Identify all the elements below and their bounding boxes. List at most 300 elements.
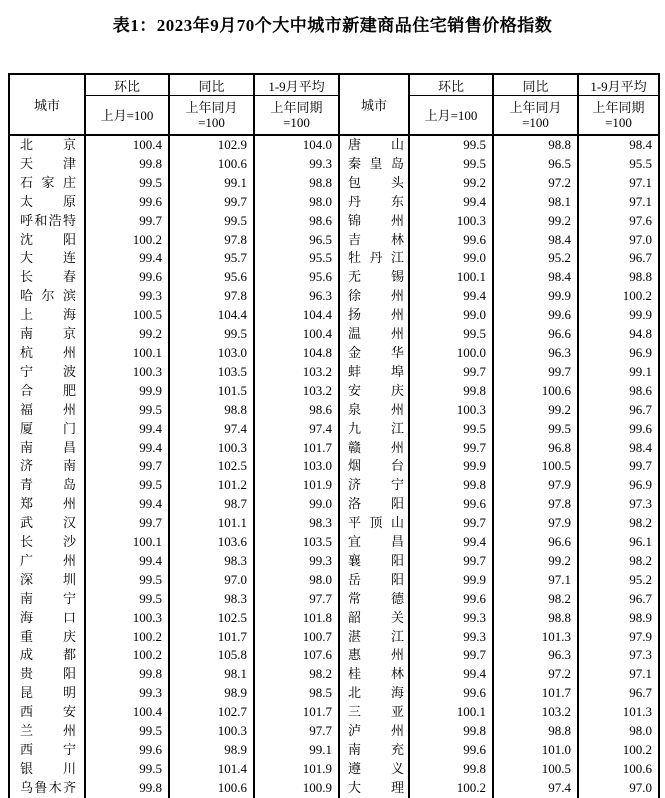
city-name-cell xyxy=(339,382,409,401)
index-value-cell: 104.0 xyxy=(254,135,339,155)
index-value-cell: 104.4 xyxy=(254,306,339,325)
city-name-cell xyxy=(339,135,409,155)
table-row xyxy=(9,665,659,684)
city-name-cell xyxy=(9,382,85,401)
index-value-cell: 99.9 xyxy=(409,571,493,590)
index-value-cell: 102.5 xyxy=(169,609,254,628)
city-name-cell xyxy=(9,174,85,193)
city-name-cell xyxy=(9,457,85,476)
index-value-cell: 101.8 xyxy=(254,609,339,628)
index-value-cell: 99.0 xyxy=(409,249,493,268)
index-value-cell: 96.8 xyxy=(493,439,578,458)
city-name-cell xyxy=(339,401,409,420)
price-index-table xyxy=(8,73,660,798)
index-value-cell: 97.1 xyxy=(578,193,659,212)
index-value-cell: 99.5 xyxy=(85,590,169,609)
index-value-cell: 95.2 xyxy=(493,249,578,268)
table-row xyxy=(9,231,659,250)
index-value-cell: 99.9 xyxy=(409,457,493,476)
city-name: 厦门 xyxy=(20,420,76,436)
index-value-cell: 99.4 xyxy=(85,249,169,268)
index-value-cell: 103.2 xyxy=(254,382,339,401)
index-value-cell: 97.9 xyxy=(493,514,578,533)
city-name: 遵义 xyxy=(348,760,404,776)
city-name-cell xyxy=(9,628,85,647)
index-value-cell: 99.7 xyxy=(85,514,169,533)
index-value-cell: 99.2 xyxy=(493,401,578,420)
index-value-cell: 104.8 xyxy=(254,344,339,363)
header-yoy-base-right: 上年同月 =100 xyxy=(493,96,578,136)
index-value-cell: 100.5 xyxy=(493,760,578,779)
city-name-cell xyxy=(339,722,409,741)
table-row xyxy=(9,495,659,514)
index-value-cell: 99.6 xyxy=(578,420,659,439)
city-name: 泉州 xyxy=(348,401,404,417)
index-value-cell: 101.9 xyxy=(254,760,339,779)
city-name-cell xyxy=(339,439,409,458)
index-value-cell: 99.2 xyxy=(493,552,578,571)
index-value-cell: 102.5 xyxy=(169,457,254,476)
index-value-cell: 101.7 xyxy=(169,628,254,647)
index-value-cell: 99.2 xyxy=(493,212,578,231)
city-name-cell xyxy=(339,174,409,193)
table-row xyxy=(9,420,659,439)
index-value-cell: 96.5 xyxy=(493,155,578,174)
index-value-cell: 99.4 xyxy=(409,665,493,684)
index-value-cell: 98.6 xyxy=(254,401,339,420)
header-row-top xyxy=(9,74,659,96)
index-value-cell: 99.7 xyxy=(85,457,169,476)
index-value-cell: 94.8 xyxy=(578,325,659,344)
header-mom-base-left: 上月=100 xyxy=(85,96,169,136)
city-name-cell xyxy=(9,684,85,703)
index-value-cell: 99.6 xyxy=(409,590,493,609)
table-row xyxy=(9,590,659,609)
city-name: 南京 xyxy=(20,326,76,342)
index-value-cell: 100.6 xyxy=(169,155,254,174)
index-value-cell: 97.1 xyxy=(493,571,578,590)
index-value-cell: 101.4 xyxy=(169,760,254,779)
city-name: 深圳 xyxy=(20,571,76,587)
city-name: 无锡 xyxy=(348,269,404,285)
index-value-cell: 99.5 xyxy=(409,325,493,344)
index-value-cell: 97.8 xyxy=(169,231,254,250)
index-value-cell: 97.0 xyxy=(578,231,659,250)
table-row xyxy=(9,552,659,571)
city-name-cell xyxy=(339,231,409,250)
index-value-cell: 97.8 xyxy=(169,287,254,306)
index-value-cell: 96.7 xyxy=(578,684,659,703)
index-value-cell: 101.5 xyxy=(169,382,254,401)
city-name: 南宁 xyxy=(20,590,76,606)
index-value-cell: 99.3 xyxy=(254,552,339,571)
index-value-cell: 99.7 xyxy=(409,363,493,382)
city-name-cell xyxy=(339,590,409,609)
city-name: 洛阳 xyxy=(348,496,404,512)
city-name: 济南 xyxy=(20,458,76,474)
index-value-cell: 99.1 xyxy=(578,363,659,382)
table-row xyxy=(9,249,659,268)
index-value-cell: 96.3 xyxy=(493,646,578,665)
header-mom-base-right: 上月=100 xyxy=(409,96,493,136)
city-name-cell xyxy=(339,741,409,760)
index-value-cell: 102.7 xyxy=(169,703,254,722)
city-name: 宁波 xyxy=(20,363,76,379)
index-value-cell: 99.8 xyxy=(409,722,493,741)
table-body xyxy=(9,135,659,798)
city-name: 福州 xyxy=(20,401,76,417)
city-name: 丹东 xyxy=(348,193,404,209)
index-value-cell: 98.5 xyxy=(254,684,339,703)
city-name: 广州 xyxy=(20,552,76,568)
index-value-cell: 98.0 xyxy=(254,571,339,590)
index-value-cell: 98.9 xyxy=(169,684,254,703)
city-name-cell xyxy=(9,514,85,533)
index-value-cell: 103.5 xyxy=(254,533,339,552)
city-name-cell xyxy=(9,420,85,439)
index-value-cell: 96.1 xyxy=(578,533,659,552)
index-value-cell: 99.3 xyxy=(409,628,493,647)
city-name: 乌鲁木齐 xyxy=(20,779,76,795)
table-row xyxy=(9,155,659,174)
city-name-cell xyxy=(339,344,409,363)
index-value-cell: 100.3 xyxy=(169,439,254,458)
index-value-cell: 100.2 xyxy=(85,646,169,665)
table-row xyxy=(9,382,659,401)
city-name-cell xyxy=(339,628,409,647)
city-name-cell xyxy=(9,646,85,665)
city-name-cell xyxy=(339,514,409,533)
index-value-cell: 95.6 xyxy=(169,268,254,287)
index-value-cell: 99.6 xyxy=(493,306,578,325)
table-row xyxy=(9,609,659,628)
city-name: 兰州 xyxy=(20,723,76,739)
index-value-cell: 99.3 xyxy=(254,155,339,174)
city-name-cell xyxy=(339,609,409,628)
city-name: 大理 xyxy=(348,779,404,795)
index-value-cell: 98.4 xyxy=(493,268,578,287)
index-value-cell: 101.0 xyxy=(493,741,578,760)
index-value-cell: 99.5 xyxy=(85,722,169,741)
index-value-cell: 97.9 xyxy=(493,476,578,495)
city-name-cell xyxy=(339,268,409,287)
index-value-cell: 99.1 xyxy=(169,174,254,193)
city-name-cell xyxy=(9,779,85,798)
index-value-cell: 100.2 xyxy=(578,741,659,760)
index-value-cell: 99.8 xyxy=(409,476,493,495)
index-value-cell: 97.4 xyxy=(493,779,578,798)
index-value-cell: 98.7 xyxy=(169,495,254,514)
index-value-cell: 99.5 xyxy=(85,476,169,495)
index-value-cell: 100.3 xyxy=(85,363,169,382)
index-value-cell: 99.8 xyxy=(409,382,493,401)
city-name: 襄阳 xyxy=(348,552,404,568)
city-name-cell xyxy=(339,703,409,722)
table-row xyxy=(9,212,659,231)
index-value-cell: 100.1 xyxy=(409,268,493,287)
index-value-cell: 99.5 xyxy=(409,420,493,439)
index-value-cell: 99.4 xyxy=(409,533,493,552)
city-name-cell xyxy=(9,495,85,514)
city-name: 济宁 xyxy=(348,477,404,493)
index-value-cell: 96.6 xyxy=(493,325,578,344)
index-value-cell: 99.7 xyxy=(409,552,493,571)
index-value-cell: 100.7 xyxy=(254,628,339,647)
city-name-cell xyxy=(9,533,85,552)
city-name: 青岛 xyxy=(20,477,76,493)
index-value-cell: 98.2 xyxy=(578,552,659,571)
table-row xyxy=(9,439,659,458)
table-row xyxy=(9,135,659,155)
city-name-cell xyxy=(339,646,409,665)
city-name: 太原 xyxy=(20,193,76,209)
table-header xyxy=(9,74,659,135)
city-name: 惠州 xyxy=(348,647,404,663)
index-value-cell: 96.9 xyxy=(578,344,659,363)
index-value-cell: 98.8 xyxy=(493,722,578,741)
city-name: 重庆 xyxy=(20,628,76,644)
index-value-cell: 99.7 xyxy=(578,457,659,476)
table-row xyxy=(9,684,659,703)
index-value-cell: 98.4 xyxy=(578,135,659,155)
table-row xyxy=(9,457,659,476)
index-value-cell: 96.3 xyxy=(493,344,578,363)
index-value-cell: 98.8 xyxy=(578,268,659,287)
city-name: 湛江 xyxy=(348,628,404,644)
index-value-cell: 100.3 xyxy=(169,722,254,741)
city-name: 北海 xyxy=(348,685,404,701)
index-value-cell: 96.7 xyxy=(578,590,659,609)
city-name-cell xyxy=(339,476,409,495)
city-name: 锦州 xyxy=(348,212,404,228)
index-value-cell: 100.6 xyxy=(493,382,578,401)
index-value-cell: 100.4 xyxy=(85,703,169,722)
city-name-cell xyxy=(9,155,85,174)
index-value-cell: 100.2 xyxy=(85,628,169,647)
index-value-cell: 101.7 xyxy=(254,703,339,722)
index-value-cell: 100.3 xyxy=(85,609,169,628)
city-name: 安庆 xyxy=(348,382,404,398)
city-name-cell xyxy=(9,760,85,779)
city-name: 金华 xyxy=(348,344,404,360)
header-avg-left: 1-9月平均 xyxy=(254,74,339,96)
table-row xyxy=(9,703,659,722)
index-value-cell: 101.3 xyxy=(578,703,659,722)
index-value-cell: 99.4 xyxy=(409,287,493,306)
city-name: 杭州 xyxy=(20,344,76,360)
index-value-cell: 99.6 xyxy=(85,741,169,760)
index-value-cell: 99.7 xyxy=(409,439,493,458)
index-value-cell: 99.9 xyxy=(85,382,169,401)
city-name: 宜昌 xyxy=(348,534,404,550)
index-value-cell: 98.3 xyxy=(169,590,254,609)
index-value-cell: 100.6 xyxy=(169,779,254,798)
index-value-cell: 100.4 xyxy=(254,325,339,344)
index-value-cell: 99.3 xyxy=(85,684,169,703)
index-value-cell: 97.4 xyxy=(169,420,254,439)
city-name: 泸州 xyxy=(348,723,404,739)
index-value-cell: 99.5 xyxy=(409,155,493,174)
city-name: 九江 xyxy=(348,420,404,436)
index-value-cell: 99.5 xyxy=(85,571,169,590)
city-name-cell xyxy=(9,268,85,287)
header-avg-right: 1-9月平均 xyxy=(578,74,659,96)
city-name-cell xyxy=(9,552,85,571)
index-value-cell: 101.7 xyxy=(493,684,578,703)
city-name: 呼和浩特 xyxy=(20,212,76,228)
city-name: 北京 xyxy=(20,137,76,152)
city-name-cell xyxy=(339,571,409,590)
index-value-cell: 103.2 xyxy=(254,363,339,382)
index-value-cell: 95.5 xyxy=(578,155,659,174)
index-value-cell: 100.2 xyxy=(409,779,493,798)
index-value-cell: 97.2 xyxy=(493,665,578,684)
city-name-cell xyxy=(339,193,409,212)
table-row xyxy=(9,571,659,590)
header-mom-left: 环比 xyxy=(85,74,169,96)
city-name-cell xyxy=(9,135,85,155)
city-name-cell xyxy=(339,665,409,684)
index-value-cell: 96.3 xyxy=(254,287,339,306)
city-name-cell xyxy=(339,363,409,382)
index-value-cell: 99.9 xyxy=(493,287,578,306)
index-value-cell: 99.4 xyxy=(85,552,169,571)
index-value-cell: 98.2 xyxy=(578,514,659,533)
index-value-cell: 103.5 xyxy=(169,363,254,382)
header-row-base xyxy=(9,96,659,136)
index-value-cell: 95.7 xyxy=(169,249,254,268)
index-value-cell: 97.7 xyxy=(254,590,339,609)
table-row xyxy=(9,476,659,495)
table-row xyxy=(9,533,659,552)
index-value-cell: 103.0 xyxy=(169,344,254,363)
index-value-cell: 99.5 xyxy=(169,212,254,231)
index-value-cell: 97.7 xyxy=(254,722,339,741)
index-value-cell: 96.7 xyxy=(578,401,659,420)
index-value-cell: 101.2 xyxy=(169,476,254,495)
header-mom-right: 环比 xyxy=(409,74,493,96)
index-value-cell: 107.6 xyxy=(254,646,339,665)
index-value-cell: 98.9 xyxy=(578,609,659,628)
city-name: 海口 xyxy=(20,609,76,625)
city-name: 成都 xyxy=(20,647,76,663)
index-value-cell: 99.4 xyxy=(85,439,169,458)
city-name: 南充 xyxy=(348,742,404,757)
table-row xyxy=(9,760,659,779)
index-value-cell: 100.1 xyxy=(409,703,493,722)
header-yoy-left: 同比 xyxy=(169,74,254,96)
index-value-cell: 97.0 xyxy=(578,779,659,798)
city-name-cell xyxy=(9,193,85,212)
city-name: 韶关 xyxy=(348,609,404,625)
index-value-cell: 98.6 xyxy=(254,212,339,231)
index-value-cell: 97.6 xyxy=(578,212,659,231)
city-name-cell xyxy=(9,722,85,741)
index-value-cell: 97.1 xyxy=(578,665,659,684)
city-name: 烟台 xyxy=(348,458,404,474)
index-value-cell: 99.5 xyxy=(85,760,169,779)
index-value-cell: 99.8 xyxy=(85,155,169,174)
index-value-cell: 100.2 xyxy=(578,287,659,306)
index-value-cell: 99.7 xyxy=(85,212,169,231)
table-row xyxy=(9,779,659,798)
index-value-cell: 101.3 xyxy=(493,628,578,647)
index-value-cell: 96.5 xyxy=(254,231,339,250)
index-value-cell: 99.0 xyxy=(254,495,339,514)
index-value-cell: 98.1 xyxy=(493,193,578,212)
index-value-cell: 103.2 xyxy=(493,703,578,722)
city-name-cell xyxy=(339,420,409,439)
table-row xyxy=(9,306,659,325)
index-value-cell: 99.4 xyxy=(85,495,169,514)
city-name: 昆明 xyxy=(20,685,76,701)
index-value-cell: 99.7 xyxy=(409,646,493,665)
city-name-cell xyxy=(9,665,85,684)
index-value-cell: 99.6 xyxy=(409,741,493,760)
index-value-cell: 103.6 xyxy=(169,533,254,552)
city-name: 包头 xyxy=(348,174,404,190)
index-value-cell: 99.7 xyxy=(409,514,493,533)
city-name: 郑州 xyxy=(20,496,76,512)
header-avg-base-right: 上年同期 =100 xyxy=(578,96,659,136)
table-row xyxy=(9,325,659,344)
index-value-cell: 99.9 xyxy=(578,306,659,325)
city-name-cell xyxy=(9,741,85,760)
index-value-cell: 97.2 xyxy=(493,174,578,193)
index-value-cell: 100.0 xyxy=(409,344,493,363)
city-name-cell xyxy=(9,476,85,495)
index-value-cell: 100.1 xyxy=(85,344,169,363)
index-value-cell: 99.5 xyxy=(169,325,254,344)
index-value-cell: 100.1 xyxy=(85,533,169,552)
city-name-cell xyxy=(9,249,85,268)
city-name-cell xyxy=(339,533,409,552)
index-value-cell: 99.7 xyxy=(493,363,578,382)
page-title: 表1：2023年9月70个大中城市新建商品住宅销售价格指数 xyxy=(112,16,553,35)
index-value-cell: 97.3 xyxy=(578,495,659,514)
index-value-cell: 95.5 xyxy=(254,249,339,268)
city-name-cell xyxy=(339,325,409,344)
index-value-cell: 98.3 xyxy=(169,552,254,571)
table-row xyxy=(9,401,659,420)
city-name-cell xyxy=(339,684,409,703)
index-value-cell: 99.5 xyxy=(85,401,169,420)
city-name: 蚌埠 xyxy=(348,363,404,379)
index-value-cell: 101.7 xyxy=(254,439,339,458)
city-name: 赣州 xyxy=(348,439,404,455)
city-name-cell xyxy=(9,401,85,420)
index-value-cell: 96.7 xyxy=(578,249,659,268)
index-value-cell: 99.4 xyxy=(85,420,169,439)
index-value-cell: 96.9 xyxy=(578,476,659,495)
index-value-cell: 100.4 xyxy=(85,135,169,155)
city-name: 岳阳 xyxy=(348,571,404,587)
table-row xyxy=(9,363,659,382)
city-name: 石家庄 xyxy=(20,174,76,190)
city-name-cell xyxy=(9,306,85,325)
index-value-cell: 99.5 xyxy=(409,135,493,155)
index-value-cell: 98.6 xyxy=(578,382,659,401)
table-row xyxy=(9,722,659,741)
index-value-cell: 101.1 xyxy=(169,514,254,533)
index-value-cell: 103.0 xyxy=(254,457,339,476)
city-name: 银川 xyxy=(20,760,76,776)
city-name: 唐山 xyxy=(348,137,404,152)
city-name-cell xyxy=(9,571,85,590)
city-name-cell xyxy=(9,287,85,306)
index-value-cell: 98.2 xyxy=(493,590,578,609)
city-name-cell xyxy=(9,325,85,344)
